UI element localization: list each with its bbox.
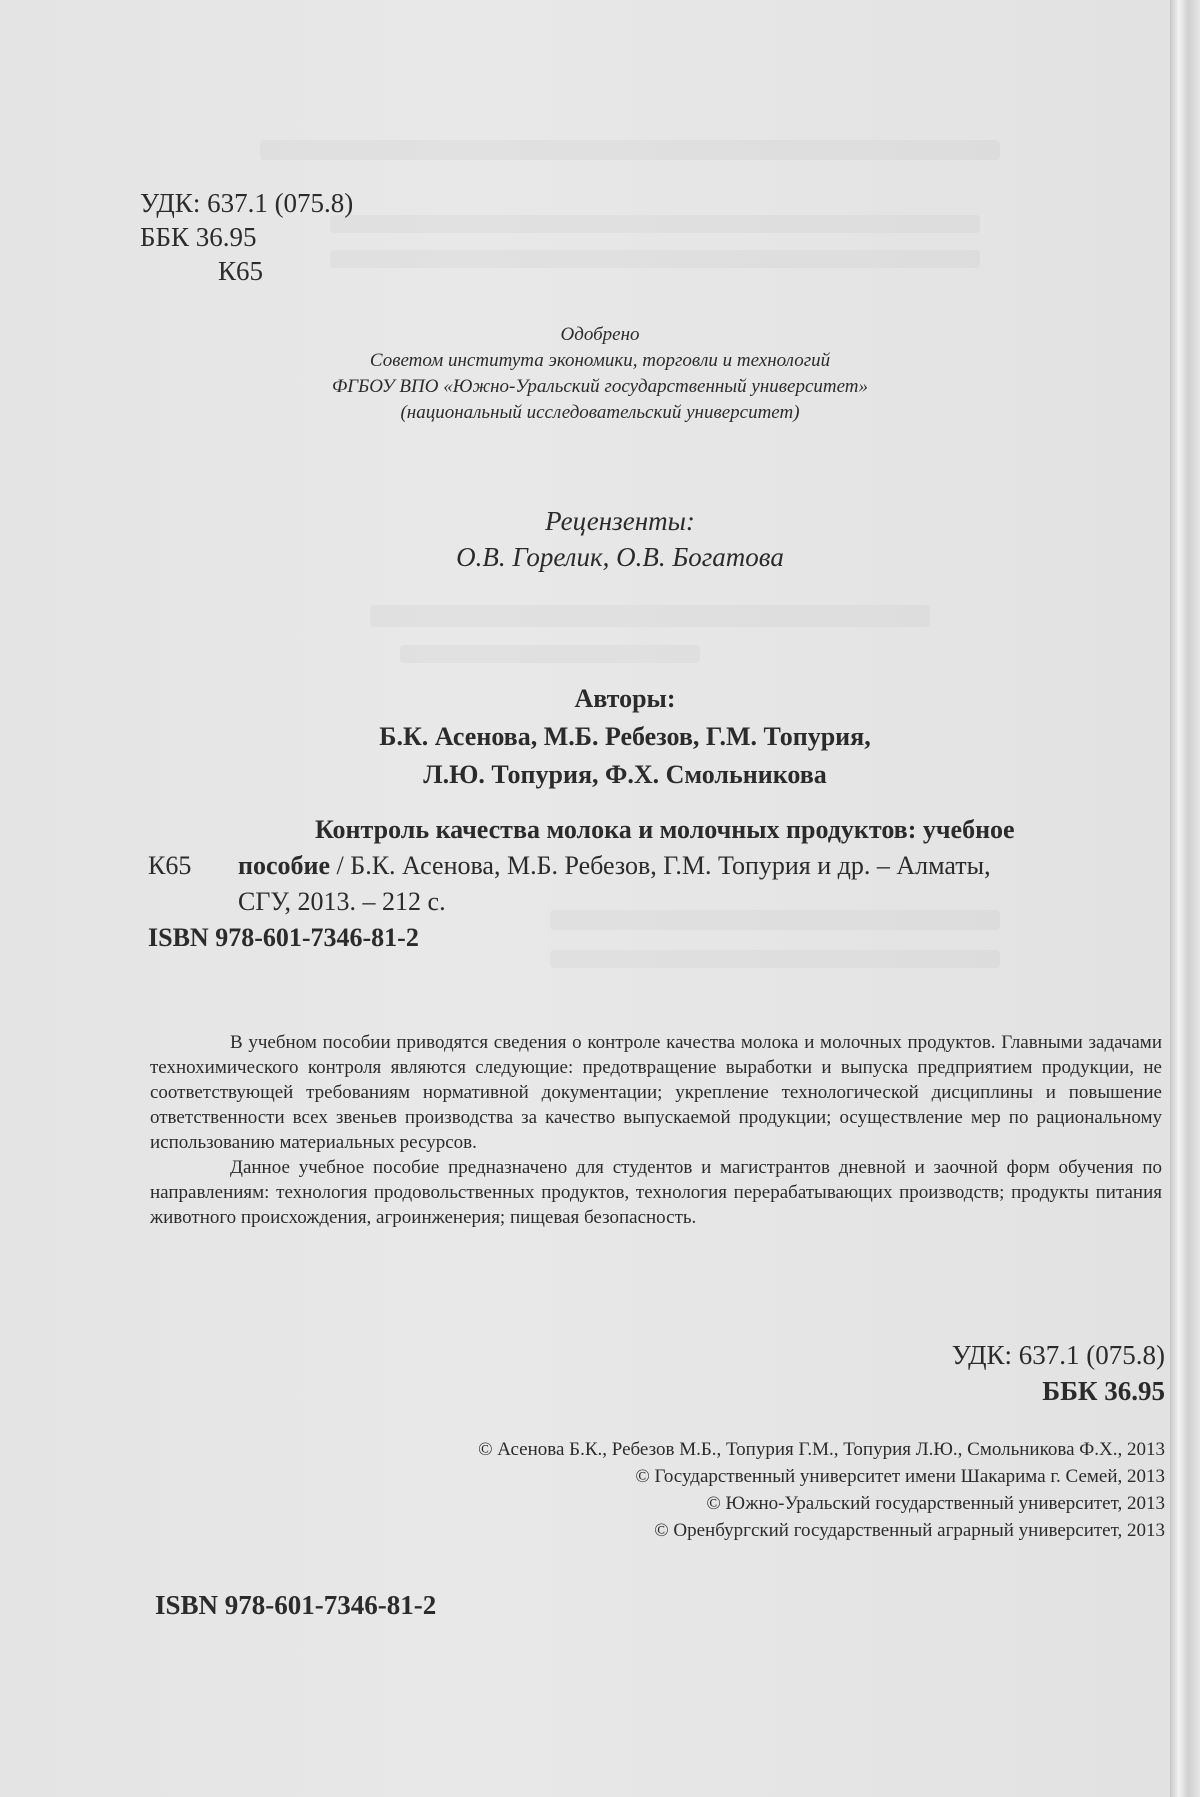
publication-info: / Б.К. Асенова, М.Б. Ребезов, Г.М. Топурия и др. – Алматы, [330, 851, 991, 880]
reviewers-heading: Рецензенты: [545, 506, 695, 536]
reviewers-block [300, 503, 940, 575]
copyright-block [220, 1436, 1165, 1544]
abstract-paragraph: Данное учебное пособие предназначено для студентов и магистрантов дневной и заочной форм обучения по направлениям: технология продовольственных продуктов, технология перерабатывающих производств; продукты питания животного происхождения, агроинженерия; пищевая безопасность. [150, 1157, 1162, 1228]
udk-code: УДК: 637.1 (075.8) [951, 1340, 1165, 1370]
bottom-classification-codes [800, 1337, 1165, 1409]
reviewers-names: О.В. Горелик, О.В. Богатова [456, 542, 784, 572]
book-title: Контроль качества молока и молочных продуктов: учебное [315, 815, 1015, 844]
authors-line: Б.К. Асенова, М.Б. Ребезов, Г.М. Топурия, [379, 722, 871, 751]
publication-details: СГУ, 2013. – 212 с. [238, 887, 446, 916]
copyright-line: © Государственный университет имени Шакарима г. Семей, 2013 [635, 1466, 1165, 1487]
author-mark: К65 [218, 256, 264, 286]
book-title-end: пособие [238, 851, 331, 880]
bleed-through [400, 645, 700, 663]
udk-code: УДК: 637.1 (075.8) [140, 188, 354, 218]
bleed-through [370, 605, 930, 627]
abstract [150, 1030, 1162, 1230]
approval-line: Одобрено [560, 324, 640, 345]
page-edge [1170, 0, 1200, 1797]
top-classification-codes [140, 186, 353, 288]
bleed-through [260, 140, 1000, 160]
approval-block [210, 322, 990, 426]
isbn-bottom: ISBN 978-601-7346-81-2 [155, 1590, 437, 1620]
authors-block [300, 680, 950, 794]
copyright-line: © Асенова Б.К., Ребезов М.Б., Топурия Г.М., Топурия Л.Ю., Смольникова Ф.Х., 2013 [478, 1439, 1165, 1460]
approval-line: ФГБОУ ВПО «Южно-Уральский государственный университет» [331, 376, 869, 397]
bbk-code: ББК 36.95 [1042, 1376, 1165, 1406]
bleed-through [330, 250, 980, 268]
isbn: ISBN 978-601-7346-81-2 [148, 923, 419, 952]
bibliographic-record [148, 812, 1158, 956]
approval-line: (национальный исследовательский университет) [400, 402, 800, 423]
authors-heading: Авторы: [574, 684, 676, 713]
abstract-paragraph: В учебном пособии приводятся сведения о контроле качества молока и молочных продуктов. Главными задачами технохимического контроля являются следующие: предотвращение выработки и выпуска предприятием продукции, не соответствующей требованиям нормативной документации; укрепление технологической дисциплины и повышение ответственности всех звеньев производства за качество выпускаемой продукции; осуществление мер по рациональному использованию материальных ресурсов. [150, 1032, 1162, 1153]
bleed-through [330, 215, 980, 233]
bibliographic-line [148, 848, 1158, 884]
copyright-line: © Южно-Уральский государственный университет, 2013 [706, 1493, 1165, 1514]
approval-line: Советом института экономики, торговли и технологий [369, 350, 831, 371]
authors-line: Л.Ю. Топурия, Ф.Х. Смольникова [423, 760, 827, 789]
copyright-line: © Оренбургский государственный аграрный университет, 2013 [654, 1520, 1165, 1541]
bbk-code: ББК 36.95 [140, 222, 257, 252]
author-mark: К65 [148, 851, 192, 880]
